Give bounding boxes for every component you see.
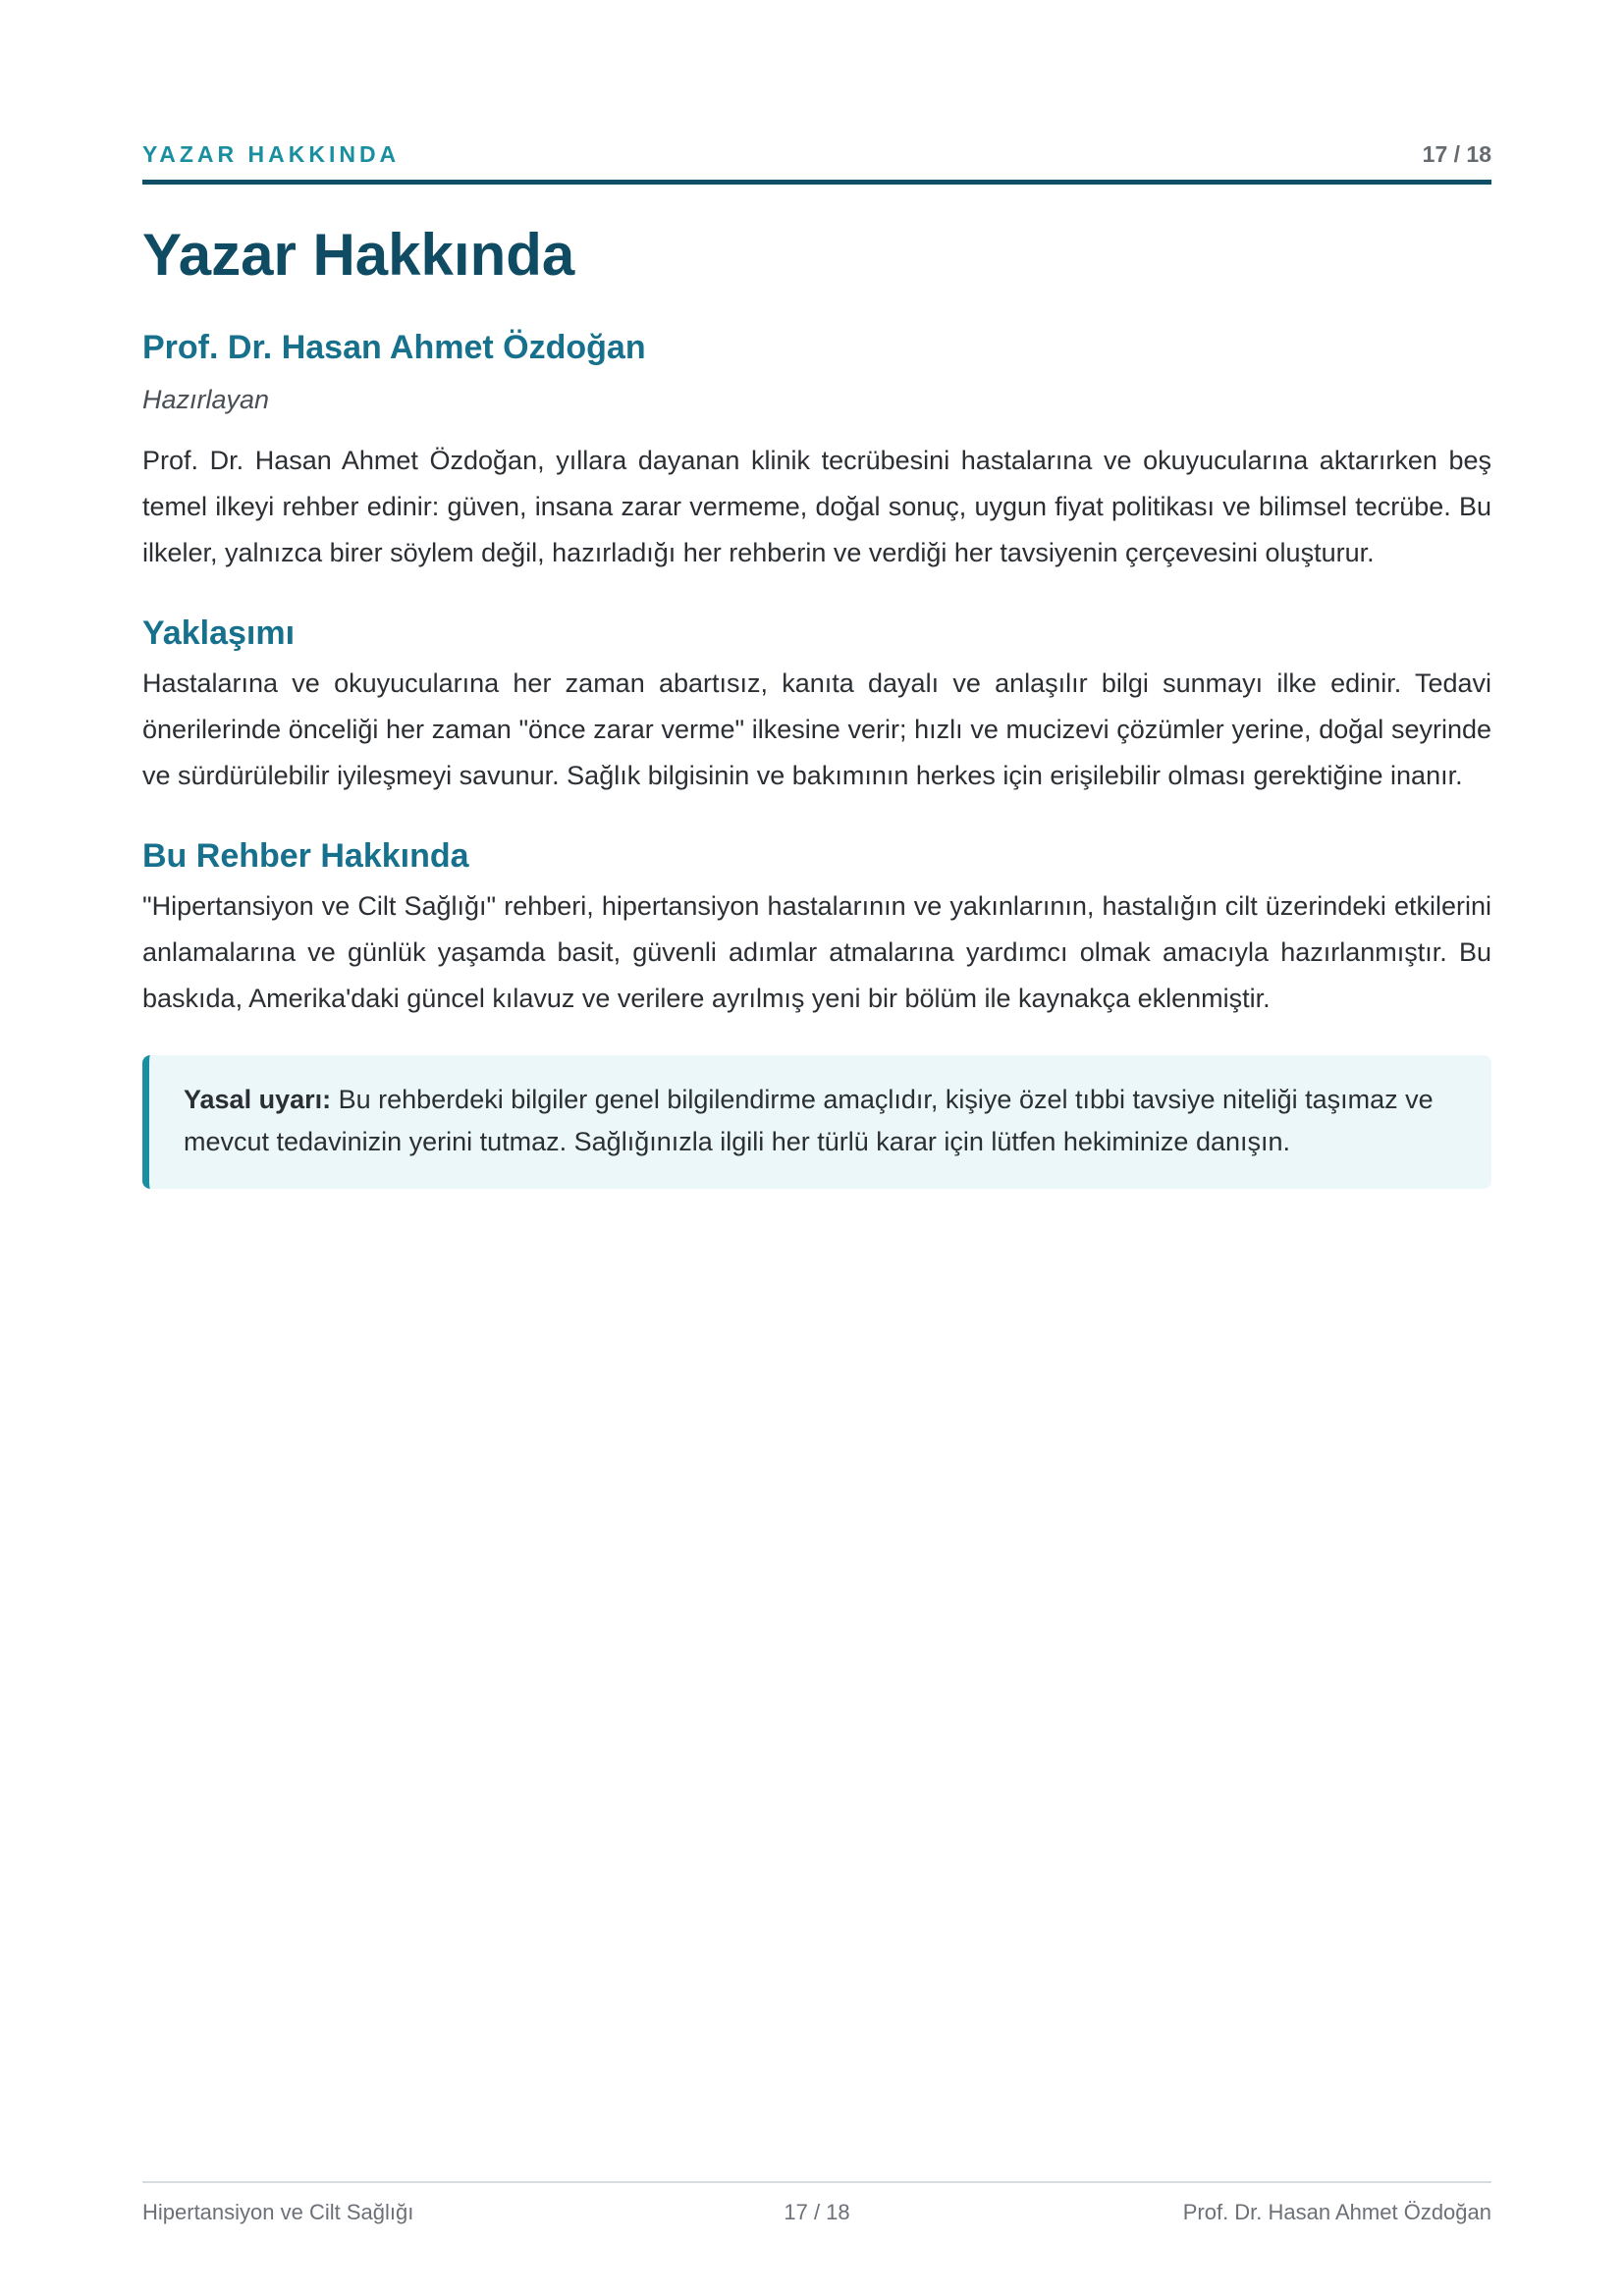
section-heading-about-guide: Bu Rehber Hakkında	[142, 837, 469, 875]
author-role: Hazırlayan	[142, 385, 270, 414]
footer-author: Prof. Dr. Hasan Ahmet Özdoğan	[1182, 2200, 1491, 2224]
footer-divider	[142, 2181, 1491, 2183]
header-section-title: YAZAR HAKKINDA	[142, 141, 401, 167]
running-header	[142, 137, 1491, 185]
legal-notice-box	[142, 1055, 1491, 1189]
section-heading-approach: Yaklaşımı	[142, 614, 296, 652]
main-content	[142, 208, 1491, 1189]
document-page	[142, 0, 1491, 2296]
legal-notice-text: Bu rehberdeki bilgiler genel bilgilendirme amaçlıdır, kişiye özel tıbbi tavsiye niteliği taşımaz ve mevcut tedavinizin yerini tutmaz. Sağlığınızla ilgili her türlü karar için lütfen hekiminize danışın.	[184, 1085, 1434, 1156]
header-page-number: 17 / 18	[1422, 141, 1491, 167]
author-name: Prof. Dr. Hasan Ahmet Özdoğan	[142, 329, 646, 366]
section-text-about-guide: "Hipertansiyon ve Cilt Sağlığı" rehberi, hipertansiyon hastalarının ve yakınlarının, hastalığın cilt üzerindeki etkilerini anlamalarına ve günlük yaşamda basit, güvenli adımlar atmalarına yardımcı olmak amacıyla hazırlanmıştır. Bu baskıda, Amerika'daki güncel kılavuz ve verilere ayrılmış yeni bir bölüm ile kaynakça eklenmiştir.	[142, 891, 1491, 1013]
footer-book-title: Hipertansiyon ve Cilt Sağlığı	[142, 2200, 414, 2224]
legal-notice	[184, 1079, 1452, 1163]
section-text-approach: Hastalarına ve okuyucularına her zaman abartısız, kanıta dayalı ve anlaşılır bilgi sunmayı ilke edinir. Tedavi önerilerinde önceliği her zaman "önce zarar verme" ilkesine verir; hızlı ve mucizevi çözümler yerine, doğal seyrinde ve sürdürülebilir iyileşmeyi savunur. Sağlık bilgisinin ve bakımının herkes için erişilebilir olması gerektiğine inanır.	[142, 668, 1491, 790]
footer-page-number: 17 / 18	[784, 2200, 850, 2224]
page-footer	[142, 2196, 1491, 2229]
page-title: Yazar Hakkında	[142, 222, 575, 288]
header-divider	[142, 180, 1491, 185]
legal-notice-label: Yasal uyarı:	[184, 1085, 332, 1114]
author-bio: Prof. Dr. Hasan Ahmet Özdoğan, yıllara dayanan klinik tecrübesini hastalarına ve okuyucularına aktarırken beş temel ilkeyi rehber edinir: güven, insana zarar vermeme, doğal sonuç, uygun fiyat politikası ve bilimsel tecrübe. Bu ilkeler, yalnızca birer söylem değil, hazırladığı her rehberin ve verdiği her tavsiyenin çerçevesini oluşturur.	[142, 446, 1491, 567]
